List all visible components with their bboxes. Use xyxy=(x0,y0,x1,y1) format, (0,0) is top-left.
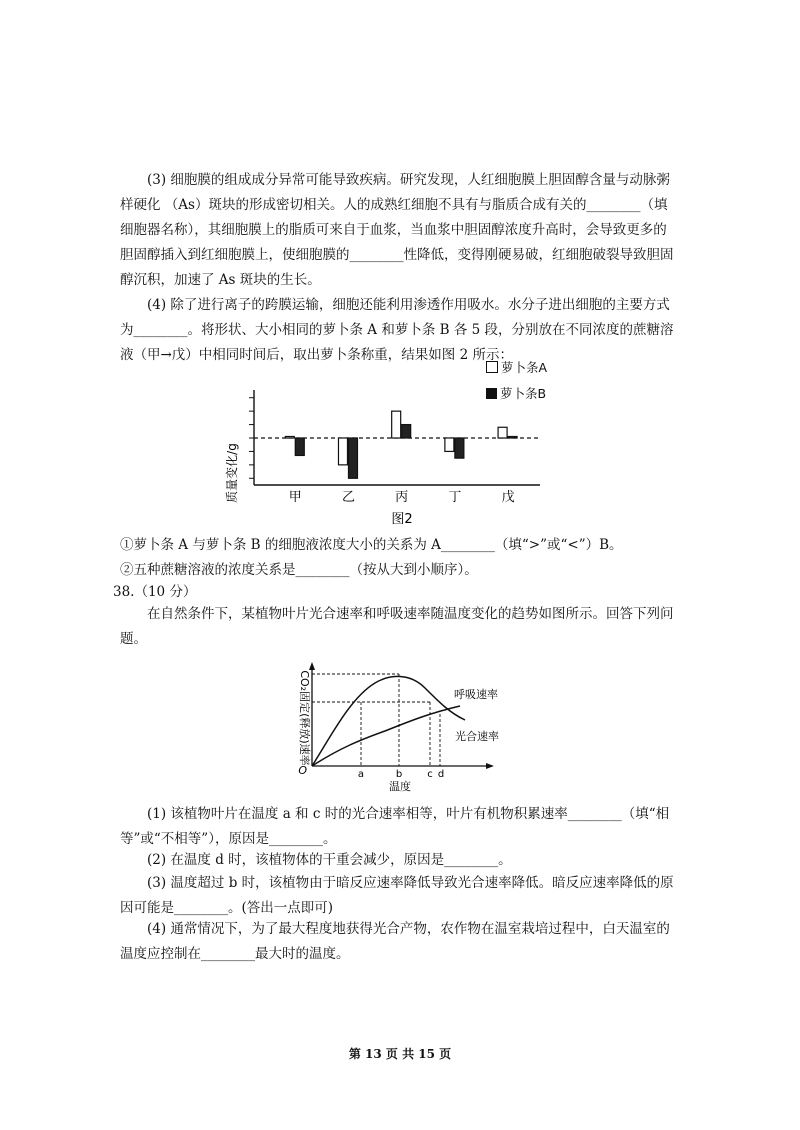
bar-a xyxy=(285,437,294,439)
x-tick-label: 丁 xyxy=(448,490,462,505)
legend-a xyxy=(486,358,547,376)
question-38-part-4: (4) 通常情况下，为了最大程度地获得光合产物，农作物在温室栽培过程中，白天温室的温度应控制在________最大时的温度。 xyxy=(120,921,670,962)
bar-b xyxy=(348,438,357,478)
bar-a xyxy=(338,438,347,465)
x-axis-label: 温度 xyxy=(389,780,411,793)
figure-2-bar-chart xyxy=(0,385,800,530)
respiration-curve xyxy=(312,706,460,766)
y-axis-label: CO₂固定(释放)速率 xyxy=(298,670,311,766)
question-38-part-2: (2) 在温度 d 时，该植物体的干重会减少，原因是________。 xyxy=(147,852,512,868)
bar-a xyxy=(498,427,507,438)
x-axis-arrow xyxy=(486,763,494,769)
question-38-part-3: (3) 温度超过 b 时，该植物由于暗反应速率降低导致光合速率降低。暗反应速率降低的原因可能是________。(答出一点即可) xyxy=(120,875,674,916)
respiration-label: 呼吸速率 xyxy=(454,688,498,701)
page-footer: 第 13 页 共 15 页 xyxy=(348,1047,452,1061)
origin-label: O xyxy=(298,764,307,777)
bar-b xyxy=(402,425,411,438)
bar-b xyxy=(508,437,517,439)
bar-b xyxy=(295,438,304,455)
x-tick-b: b xyxy=(395,769,403,780)
figure-3-curve-chart xyxy=(0,658,800,793)
x-tick-label: 丙 xyxy=(395,490,409,505)
legend-b-label: 萝卜条B xyxy=(500,386,547,401)
x-tick-a: a xyxy=(357,769,365,780)
question-3-text: (3) 细胞膜的组成成分异常可能导致疾病。研究发现，人红细胞膜上胆固醇含量与动脉粥样硬化 （As）斑块的形成密切相关。人的成熟红细胞不具有与脂质合成有关的________（填细胞器名称），其细胞膜上的脂质可来自于血浆，当血浆中胆固醇浓度升高时，会导致更多的胆固醇插入到红细胞膜上，使细胞膜的________性降低，变得刚硬易破，红细胞破裂导致胆固醇沉积，加速了 As 斑块的生长。 xyxy=(120,172,674,288)
y-axis-arrow xyxy=(309,662,315,670)
legend-a-label: 萝卜条A xyxy=(501,360,548,375)
question-38-intro: 在自然条件下，某植物叶片光合速率和呼吸速率随温度变化的趋势如图所示。回答下列问题。 xyxy=(120,606,674,647)
x-tick-label: 戊 xyxy=(501,490,515,505)
legend-b xyxy=(486,384,546,402)
photosynthesis-label: 光合速率 xyxy=(455,730,499,743)
legend-a-box xyxy=(486,361,498,373)
x-tick-label: 乙 xyxy=(341,490,355,505)
question-4-text: (4) 除了进行离子的跨膜运输，细胞还能利用渗透作用吸水。水分子进出细胞的主要方式为________。将形状、大小相同的萝卜条 A 和萝卜条 B 各 5 段，分别放在不同浓度的蔗糖溶液（甲→戊）中相同时间后，取出萝卜条称重，结果如图 2 所示： xyxy=(120,297,674,363)
bar-a xyxy=(392,411,401,438)
question-38-header: 38.（10 分） xyxy=(113,584,197,600)
figure-2-caption: 图2 xyxy=(391,512,413,527)
x-tick-c: c xyxy=(427,769,433,780)
bar-a xyxy=(445,438,454,451)
figure-2-ylabel: 质量变化/g xyxy=(225,443,239,503)
x-tick-label: 甲 xyxy=(288,490,302,505)
bar-b xyxy=(455,438,464,458)
question-38-part-1: (1) 该植物叶片在温度 a 和 c 时的光合速率相等，叶片有机物积累速率________（填“相等”或“不相等”），原因是________。 xyxy=(120,806,670,847)
sub-question-2: ②五种蔗糖溶液的浓度关系是________（按从大到小顺序）。 xyxy=(120,562,478,578)
legend-b-box xyxy=(486,388,497,399)
sub-question-1: ①萝卜条 A 与萝卜条 B 的细胞液浓度大小的关系为 A________（填“>”或“<”）B。 xyxy=(120,537,623,553)
x-tick-d: d xyxy=(437,769,445,780)
